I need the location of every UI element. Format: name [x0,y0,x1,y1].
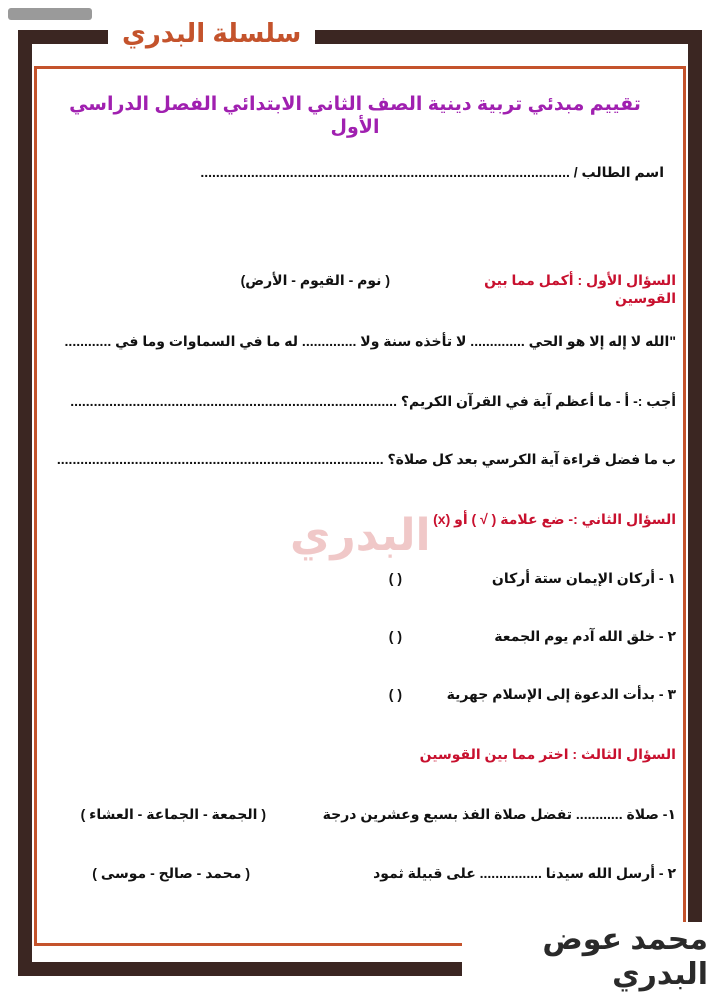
q3-item-2: ٢ - أرسل الله سيدنا ................ على قبيلة ثمود [373,865,676,881]
watermark: البدري [290,511,431,560]
q1-choices: ( نوم - القيوم - الأرض) [240,272,390,288]
q2-heading: السؤال الثاني :- ضع علامة ( √ ) أو (x) [433,511,676,527]
q1-question-a: أجب :- أ - ما أعظم آية في القرآن الكريم؟ .................................................................................... [70,393,676,409]
q3-choices-2: ( محمد - صالح - موسى ) [92,865,250,881]
q1-verse: "الله لا إله إلا هو الحي .............. لا تأخذه سنة ولا .............. له ما في السماوات وما في ............ [64,333,676,349]
q2-item-3: ٣ - بدأت الدعوة إلى الإسلام جهرية [446,686,676,702]
student-name-blank[interactable]: ............................................................................................... [200,164,570,180]
series-logo: سلسلة البدري [108,18,315,49]
q3-item-1: ١- صلاة ............ تفضل صلاة الفذ بسبع وعشرين درجة [322,806,676,822]
page-title: تقييم مبدئي تربية دينية الصف الثاني الابتدائي الفصل الدراسي الأول [69,94,641,138]
q1-question-b: ب ما فضل قراءة آية الكرسي بعد كل صلاة؟ .................................................................................... [56,451,676,467]
author-signature: محمد عوض البدري [462,922,720,992]
q3-heading: السؤال الثالث : اختر مما بين القوسين [419,746,676,762]
student-name-row [46,163,664,181]
q2-item-1: ١ - أركان الإيمان ستة أركان [491,570,676,586]
q1-heading: السؤال الأول : أكمل مما بين القوسين [484,272,676,306]
scan-tab-mark [8,8,92,20]
q2-answer-box-2[interactable]: ( ) [388,628,402,644]
q2-answer-box-1[interactable]: ( ) [388,570,402,586]
q2-item-2: ٢ - خلق الله آدم يوم الجمعة [494,628,676,644]
q2-answer-box-3[interactable]: ( ) [388,686,402,702]
student-name-label: اسم الطالب / [573,164,664,180]
q3-choices-1: ( الجمعة - الجماعة - العشاء ) [80,806,266,822]
